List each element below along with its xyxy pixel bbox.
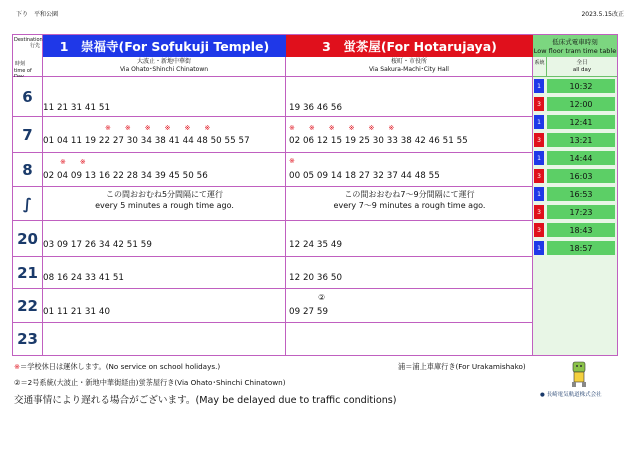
- revision-date: 2023.5.15改正: [581, 11, 624, 18]
- route-1-hour-8: 02 04 09 13 16 22 28 34 39 45 50 56: [43, 171, 208, 181]
- route-3-interval-note: [286, 189, 533, 211]
- route-1-interval-jp: この間おおむね5分間隔にて運行: [105, 190, 224, 199]
- route-3-hour-22-mark: ②: [318, 293, 326, 302]
- route-1-via-en: Via Ohato･Shinchi Chinatown: [119, 66, 209, 73]
- tram-time: 12:00: [547, 97, 615, 111]
- route-1-interval-en: every 5 minutes a rough time ago.: [95, 201, 234, 210]
- row-line: [43, 288, 533, 289]
- tram-route-badge: 1: [534, 79, 544, 93]
- company-name: [540, 390, 602, 398]
- tram-time: 17:23: [547, 205, 615, 219]
- route-3-via-jp: 桜町・市役所: [390, 58, 427, 65]
- route-1-hour-6: 11 21 31 41 51: [43, 103, 111, 113]
- legend-delay: 交通事情により遅れる場合がございます。(May be delayed due to traffic conditions): [14, 395, 397, 406]
- route-1-hour-7: 01 04 11 19 22 27 30 34 38 41 44 48 50 55 57: [43, 136, 250, 146]
- tram-time: 14:44: [547, 151, 615, 165]
- tram-route-badge: 1: [534, 241, 544, 255]
- tram-title-en: Low floor tram time table: [533, 47, 617, 55]
- tram-system-header: 系統: [533, 57, 547, 77]
- hour-22: 22: [13, 289, 43, 323]
- time-jp: 時刻: [15, 61, 26, 67]
- hour-23: 23: [13, 323, 43, 355]
- route-1-interval-note: [43, 189, 286, 211]
- tram-title-jp: 低床式電車時刻: [552, 38, 598, 46]
- legend-no-school: [14, 362, 220, 372]
- row-line: [43, 152, 533, 153]
- mascot-logo-icon: [568, 360, 590, 388]
- hour-6: 6: [13, 77, 43, 117]
- tram-row: [533, 149, 617, 168]
- timetable: [12, 34, 618, 356]
- hour-21: 21: [13, 257, 43, 289]
- tram-time: 18:57: [547, 241, 615, 255]
- row-line: [43, 322, 533, 323]
- top-header: [0, 6, 640, 18]
- tram-row: [533, 167, 617, 186]
- route-3-hour-7-marks: ※ ※ ※ ※ ※ ※: [289, 124, 395, 132]
- route-3-hour-21: 12 20 36 50: [289, 273, 343, 283]
- tram-row: [533, 113, 617, 132]
- tram-allday-header: [547, 57, 617, 77]
- row-line: [43, 220, 533, 221]
- tram-route-badge: 3: [534, 223, 544, 237]
- company-name-text: 長崎電気軌道株式会社: [546, 392, 602, 398]
- route-3-interval-en: every 7～9 minutes a rough time ago.: [333, 201, 486, 210]
- route-3-hour-6: 19 36 46 56: [289, 103, 343, 113]
- route-1-hour-22: 01 11 21 31 40: [43, 307, 111, 317]
- destination-en: Destination: [14, 37, 43, 43]
- tram-time: 10:32: [547, 79, 615, 93]
- tram-time: 16:03: [547, 169, 615, 183]
- tram-time: 18:43: [547, 223, 615, 237]
- legend-route-2: ②＝2号系統(大波止・新地中華街経由)蛍茶屋行き(Via Ohato･Shinchi Chinatown): [14, 378, 286, 387]
- route-1-via-jp: 大波止・新地中華街: [136, 58, 191, 65]
- hour-8: 8: [13, 153, 43, 187]
- route-1-hour-20: 03 09 17 26 34 42 51 59: [43, 240, 152, 250]
- tram-empty-area: [533, 257, 617, 355]
- tram-allday-en: all day: [572, 67, 592, 73]
- tram-allday-jp: 全日: [576, 60, 588, 66]
- corner-cell: [13, 35, 43, 77]
- tram-time: 16:53: [547, 187, 615, 201]
- tram-route-badge: 1: [534, 187, 544, 201]
- row-line: [43, 256, 533, 257]
- legend-no-school-text: ＝学校休日は運休します。(No service on school holidays.): [20, 362, 221, 371]
- tram-row: [533, 77, 617, 96]
- hour-gap: ∫: [13, 187, 43, 221]
- tram-route-badge: 1: [534, 151, 544, 165]
- tram-time: 13:21: [547, 133, 615, 147]
- route-3-title: 3 蛍茶屋(For Hotarujaya): [286, 35, 533, 57]
- tram-route-badge: 1: [534, 115, 544, 129]
- route-3-via: [286, 57, 533, 77]
- route-1-title: 1 崇福寺(For Sofukuji Temple): [43, 35, 286, 57]
- tram-row: [533, 95, 617, 114]
- tram-route-badge: 3: [534, 133, 544, 147]
- hour-20: 20: [13, 221, 43, 257]
- route-3-hour-7: 02 06 12 15 19 25 30 33 38 42 46 51 55: [289, 136, 468, 146]
- tram-route-badge: 3: [534, 97, 544, 111]
- route-3-hour-22: 09 27 59: [289, 307, 329, 317]
- row-line: [43, 186, 533, 187]
- route-1-hour-21: 08 16 24 33 41 51: [43, 273, 124, 283]
- tram-row: [533, 239, 617, 258]
- company-icon: ●: [540, 392, 545, 398]
- tram-row: [533, 185, 617, 204]
- route-3-interval-jp: この間おおむね7～9分間隔にて運行: [344, 190, 475, 199]
- legend-mark: ※: [14, 362, 21, 371]
- legend-urakami: 浦＝浦上車庫行き(For Urakamishako): [398, 362, 526, 371]
- tram-route-badge: 3: [534, 205, 544, 219]
- row-line: [43, 116, 533, 117]
- route-1-via: [43, 57, 286, 77]
- tram-row: [533, 131, 617, 150]
- route-stop-label: 下り 平和公園: [16, 11, 59, 18]
- route-1-hour-8-marks: ※ ※: [60, 158, 86, 166]
- tram-time: 12:41: [547, 115, 615, 129]
- tram-route-badge: 3: [534, 169, 544, 183]
- destination-jp: 行先: [29, 43, 40, 49]
- tram-row: [533, 203, 617, 222]
- route-3-hour-8-marks: ※: [289, 157, 295, 165]
- route-3-hour-20: 12 24 35 49: [289, 240, 343, 250]
- route-3-via-en: Via Sakura-Machi･City Hall: [369, 66, 449, 73]
- divider: [285, 77, 286, 355]
- tram-table-title: [533, 35, 617, 57]
- hour-7: 7: [13, 117, 43, 153]
- tram-row: [533, 221, 617, 240]
- route-3-hour-8: 00 05 09 14 18 27 32 37 44 48 55: [289, 171, 440, 181]
- route-1-hour-7-marks: ※ ※ ※ ※ ※ ※: [105, 124, 211, 132]
- time-en: time of: [14, 68, 32, 74]
